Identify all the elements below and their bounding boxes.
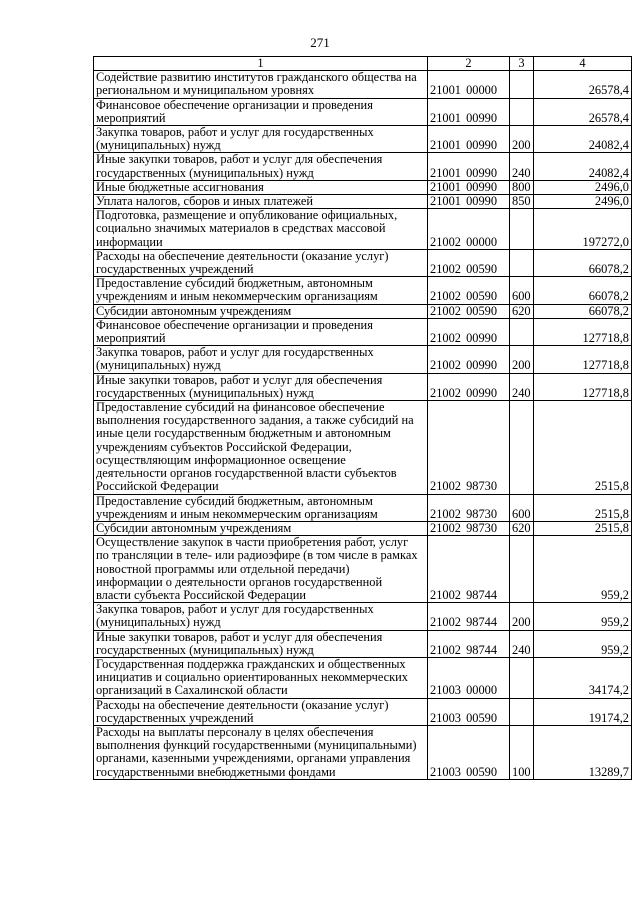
description-line: новостной программы или отдельной передачи) — [96, 561, 350, 576]
description-line: (муниципальных) нужд — [96, 615, 221, 630]
row-expense-type: 200 — [510, 603, 534, 630]
description-line: Иные закупки товаров, работ и услуг для обеспечения — [96, 152, 383, 167]
column-header-2: 2 — [428, 57, 510, 71]
table-row — [94, 180, 632, 194]
description-line: власти субъекта Российской Федерации — [96, 587, 306, 602]
row-code: 21003 00590 — [428, 725, 510, 779]
row-expense-type: 600 — [510, 277, 534, 304]
row-amount: 2496,0 — [534, 180, 632, 194]
table-row — [94, 126, 632, 153]
table-row — [94, 494, 632, 521]
table-row — [94, 521, 632, 535]
table-row — [94, 98, 632, 125]
description-line: иные цели государственным бюджетным и автономным — [96, 426, 391, 441]
table-row — [94, 209, 632, 250]
table-row — [94, 373, 632, 400]
page-number: 271 — [310, 35, 330, 50]
row-code: 21003 00590 — [428, 698, 510, 725]
description-line: по трансляции в теле- или радиоэфире (в том числе в рамках — [96, 548, 418, 563]
description-line: региональном и муниципальном уровнях — [96, 83, 315, 98]
table-row — [94, 630, 632, 657]
row-description — [94, 126, 428, 153]
description-line: Закупка товаров, работ и услуг для государственных — [96, 602, 374, 617]
row-expense-type — [510, 249, 534, 276]
table-row — [94, 153, 632, 180]
column-header-1: 1 — [94, 57, 428, 71]
table-row — [94, 698, 632, 725]
table-row — [94, 536, 632, 603]
table-row — [94, 195, 632, 209]
row-amount: 26578,4 — [534, 98, 632, 125]
row-amount: 66078,2 — [534, 249, 632, 276]
description-line: государственных (муниципальных) нужд — [96, 642, 314, 657]
row-amount: 34174,2 — [534, 657, 632, 698]
column-header-3: 3 — [510, 57, 534, 71]
table-row — [94, 657, 632, 698]
row-expense-type — [510, 71, 534, 98]
description-line: Расходы на обеспечение деятельности (оказание услуг) — [96, 249, 389, 263]
row-description — [94, 209, 428, 250]
row-code: 21002 98730 — [428, 521, 510, 535]
row-code: 21001 00990 — [428, 180, 510, 194]
row-code: 21002 98744 — [428, 630, 510, 657]
row-expense-type: 620 — [510, 304, 534, 318]
row-description — [94, 494, 428, 521]
row-code: 21002 00000 — [428, 209, 510, 250]
description-line: Подготовка, размещение и опубликование официальных, — [96, 208, 398, 223]
table-row — [94, 346, 632, 373]
row-expense-type — [510, 318, 534, 345]
description-line: учреждениям и иным некоммерческим организациям — [96, 506, 378, 521]
row-description — [94, 401, 428, 494]
description-line: организаций в Сахалинской области — [96, 683, 288, 698]
row-code: 21002 00590 — [428, 304, 510, 318]
description-line: органами, казенными учреждениями, органами управления — [96, 751, 411, 766]
description-line: Закупка товаров, работ и услуг для государственных — [96, 345, 374, 360]
description-line: Российской Федерации — [96, 479, 219, 494]
row-description — [94, 98, 428, 125]
row-expense-type — [510, 98, 534, 125]
description-line: Осуществление закупок в части приобретения работ, услуг — [96, 535, 409, 550]
row-amount: 2515,8 — [534, 401, 632, 494]
description-line: учреждениям субъектов Российской Федерации, — [96, 439, 352, 454]
row-description — [94, 249, 428, 276]
row-description — [94, 277, 428, 304]
description-line: Расходы на обеспечение деятельности (оказание услуг) — [96, 698, 389, 712]
row-description — [94, 725, 428, 779]
row-expense-type: 620 — [510, 521, 534, 535]
description-line: государственных (муниципальных) нужд — [96, 385, 314, 400]
table-row — [94, 401, 632, 494]
row-amount: 127718,8 — [534, 318, 632, 345]
row-code: 21002 98744 — [428, 603, 510, 630]
row-amount: 24082,4 — [534, 153, 632, 180]
table-row — [94, 249, 632, 276]
description-line: государственных учреждений — [96, 262, 254, 277]
row-expense-type: 240 — [510, 630, 534, 657]
description-line: Предоставление субсидий бюджетным, автономным — [96, 276, 373, 291]
description-line: мероприятий — [96, 110, 166, 125]
description-line: Содействие развитию институтов гражданского общества на — [96, 70, 417, 85]
row-expense-type — [510, 657, 534, 698]
row-description — [94, 657, 428, 698]
row-code: 21002 00590 — [428, 249, 510, 276]
row-expense-type — [510, 401, 534, 494]
row-code: 21002 00990 — [428, 373, 510, 400]
description-line: Расходы на выплаты персоналу в целях обеспечения — [96, 725, 374, 739]
row-code: 21003 00000 — [428, 657, 510, 698]
row-code: 21001 00990 — [428, 153, 510, 180]
description-line: Иные закупки товаров, работ и услуг для обеспечения — [96, 373, 383, 387]
table-row — [94, 277, 632, 304]
row-code: 21002 00990 — [428, 318, 510, 345]
row-expense-type: 240 — [510, 153, 534, 180]
description-line: государственными внебюджетными фондами — [96, 764, 336, 779]
description-line: социально значимых материалов в средствах массовой — [96, 221, 386, 236]
table-row — [94, 304, 632, 318]
table-row — [94, 725, 632, 779]
description-line: государственных (муниципальных) нужд — [96, 165, 314, 180]
description-line: Закупка товаров, работ и услуг для государственных — [96, 125, 374, 140]
row-description — [94, 698, 428, 725]
row-description — [94, 521, 428, 535]
table-row — [94, 318, 632, 345]
description-line: Иные закупки товаров, работ и услуг для обеспечения — [96, 630, 383, 644]
row-description — [94, 153, 428, 180]
row-code: 21001 00000 — [428, 71, 510, 98]
description-line: государственных учреждений — [96, 710, 254, 725]
row-amount: 127718,8 — [534, 373, 632, 400]
row-description — [94, 304, 428, 318]
row-amount: 66078,2 — [534, 277, 632, 304]
row-amount: 197272,0 — [534, 209, 632, 250]
column-header-4: 4 — [534, 57, 632, 71]
row-expense-type: 600 — [510, 494, 534, 521]
row-description — [94, 536, 428, 603]
description-line: учреждениям и иным некоммерческим организациям — [96, 289, 378, 304]
description-line: Иные бюджетные ассигнования — [96, 180, 264, 194]
row-amount: 959,2 — [534, 630, 632, 657]
row-amount: 26578,4 — [534, 71, 632, 98]
table-header-row — [94, 57, 632, 71]
row-code: 21001 00990 — [428, 195, 510, 209]
description-line: деятельности органов государственной власти субъектов — [96, 466, 397, 481]
row-description — [94, 318, 428, 345]
table-row — [94, 603, 632, 630]
row-description — [94, 373, 428, 400]
row-amount: 127718,8 — [534, 346, 632, 373]
row-expense-type: 850 — [510, 195, 534, 209]
row-amount: 959,2 — [534, 603, 632, 630]
row-description — [94, 195, 428, 209]
description-line: Субсидии автономным учреждениям — [96, 304, 292, 318]
description-line: (муниципальных) нужд — [96, 138, 221, 153]
row-code: 21002 00990 — [428, 346, 510, 373]
row-description — [94, 630, 428, 657]
description-line: Предоставление субсидий на финансовое обеспечение — [96, 400, 385, 415]
row-description — [94, 71, 428, 98]
row-expense-type: 240 — [510, 373, 534, 400]
row-expense-type — [510, 536, 534, 603]
row-amount: 2515,8 — [534, 494, 632, 521]
row-code: 21002 98730 — [428, 494, 510, 521]
row-code: 21001 00990 — [428, 126, 510, 153]
description-line: Субсидии автономным учреждениям — [96, 521, 292, 535]
row-expense-type: 800 — [510, 180, 534, 194]
row-amount: 66078,2 — [534, 304, 632, 318]
row-code: 21002 98730 — [428, 401, 510, 494]
budget-table — [93, 56, 632, 780]
table-row — [94, 71, 632, 98]
row-amount: 19174,2 — [534, 698, 632, 725]
row-description — [94, 603, 428, 630]
description-line: (муниципальных) нужд — [96, 358, 221, 373]
row-expense-type: 200 — [510, 346, 534, 373]
row-description — [94, 180, 428, 194]
description-line: Финансовое обеспечение организации и проведения — [96, 318, 373, 332]
description-line: осуществляющим информационное освещение — [96, 452, 346, 467]
description-line: Финансовое обеспечение организации и проведения — [96, 98, 373, 112]
row-expense-type — [510, 698, 534, 725]
row-expense-type: 200 — [510, 126, 534, 153]
description-line: мероприятий — [96, 331, 166, 346]
description-line: информации о деятельности органов государственной — [96, 574, 383, 589]
row-amount: 2496,0 — [534, 195, 632, 209]
row-amount: 13289,7 — [534, 725, 632, 779]
row-code: 21001 00990 — [428, 98, 510, 125]
row-code: 21002 00590 — [428, 277, 510, 304]
row-code: 21002 98744 — [428, 536, 510, 603]
description-line: выполнения государственного задания, а также субсидий на — [96, 413, 414, 428]
row-description — [94, 346, 428, 373]
description-line: Предоставление субсидий бюджетным, автономным — [96, 494, 373, 508]
description-line: выполнения функций государственными (муниципальными) — [96, 738, 417, 753]
row-amount: 959,2 — [534, 536, 632, 603]
description-line: информации — [96, 234, 163, 249]
description-line: Уплата налогов, сборов и иных платежей — [96, 194, 314, 209]
description-line: Государственная поддержка гражданских и общественных — [96, 657, 406, 671]
row-expense-type: 100 — [510, 725, 534, 779]
row-amount: 24082,4 — [534, 126, 632, 153]
description-line: инициатив и социально ориентированных некоммерческих — [96, 670, 408, 685]
row-amount: 2515,8 — [534, 521, 632, 535]
row-expense-type — [510, 209, 534, 250]
